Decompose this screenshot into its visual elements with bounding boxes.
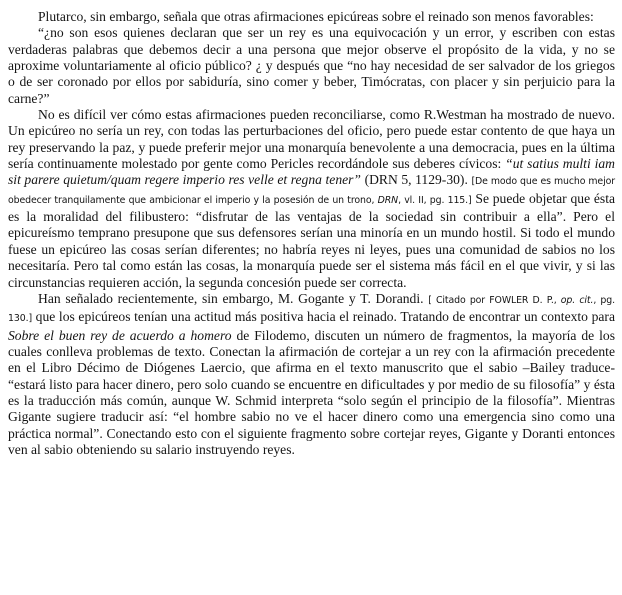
citation: (DRN 5, 1129-30). (361, 172, 472, 188)
paragraph-text: “¿no son esos quienes declaran que ser un rey es una equivocación y un error, y escriben con estas verdaderas palabras que debemos decir a una persona que mejor observe el propósito de la vida, y no se aproxime voluntariamente al oficio público? ¿ y después que “no hay necesidad de ser salvador de los griegos o de ser coronado por ellos por sabiduría, sino comer y beber, Timócratas, con placer y sin perjuicio para la carne?” (8, 25, 615, 106)
inline-note-text: [De modo que es mucho mejor obedecer tranquilamente que ambicionar el imperio y la posesión de un trono, (8, 176, 615, 206)
inline-note-text-end: , vl. II, pg. 115.] (398, 194, 472, 206)
inline-note-op-cit: op. cit. (560, 294, 594, 306)
paragraph-text: No es difícil ver cómo estas afirmaciones pueden reconciliarse, como R.Westman ha mostrado de nuevo. Un epicúreo no sería un rey, con todas las perturbaciones del oficio, pero puede estar contento de que haya un rey preservando la paz, y puede preferir mejor una monarquía benevolente a una democracia, pues en la última sería continuamente molestado por gente como Pericles recordándole sus deberes cívicos: (8, 107, 615, 172)
paragraph-text-continued: Se puede objetar que ésta es la moralidad del filibustero: “disfrutar de las ventajas de la sociedad sin contribuir a ella”. Pero el epicureísmo temprano presupone que sus defensores serían una minoría en un mundo hostil. Si todo el mundo fuese un epicúreo las cosas serían diferentes; no habría reyes ni leyes, pues una comunidad de sabios no los necesitaría. Pero tal como están las cosas, la monarquía puede ser el sistema más fácil en el que vivir, y si las circunstancias requieren acción, la segunda concesión puede ser correcta. (8, 190, 616, 290)
paragraph-text-continued: que los epicúreos tenían una actitud más positiva hacia el reinado. Tratando de encontrar un contexto para (32, 309, 615, 325)
paragraph-text: Han señalado recientemente, sin embargo, M. Gogante y T. Dorandi. (38, 290, 429, 306)
work-title: Sobre el buen rey de acuerdo a homero (8, 327, 232, 343)
paragraph-plutarch-quote (8, 25, 615, 107)
paragraph-gigante-dorandi (8, 291, 615, 458)
paragraph-plutarch-intro (8, 9, 615, 25)
paragraph-text: Plutarco, sin embargo, señala que otras afirmaciones epicúreas sobre el reinado son menos favorables: (38, 9, 594, 24)
paragraph-text-end: de Filodemo, discuten un número de fragmentos, la mayoría de los cuales conlleva problemas de texto. Conectan la afirmación de cortejar a un rey con la afirmación precedente en el Libro Décimo de Diógenes Laercio, que afirma en el texto manuscrito que el sabio –Bailey traduce- “estará listo para hacer dinero, pero solo cuando se encuentre en dificultades y por medio de su filosofía” y ésta es la traducción más común, aunque W. Schmid interpreta “solo según el principio de la filosofía”. Mientras Gigante sugiere traducir así: “el hombre sabio no ve el hacer dinero como una emergencia sino como una práctica normal”. Conectando esto con el siguiente fragmento sobre cortejar reyes, Gigante y Doranti entonces ven al sabio obteniendo su salario instruyendo reyes. (8, 327, 615, 457)
paragraph-reconciliation (8, 107, 615, 291)
latin-quote: “ut satius multi iam sit parere quietum/quam regere imperio res velle et regna tener” (8, 156, 615, 188)
inline-note-text-end: , pg. 130.] (8, 294, 615, 325)
inline-note-source: DRN (377, 194, 399, 206)
inline-note-text: [ Citado por FOWLER D. P., (428, 294, 561, 306)
